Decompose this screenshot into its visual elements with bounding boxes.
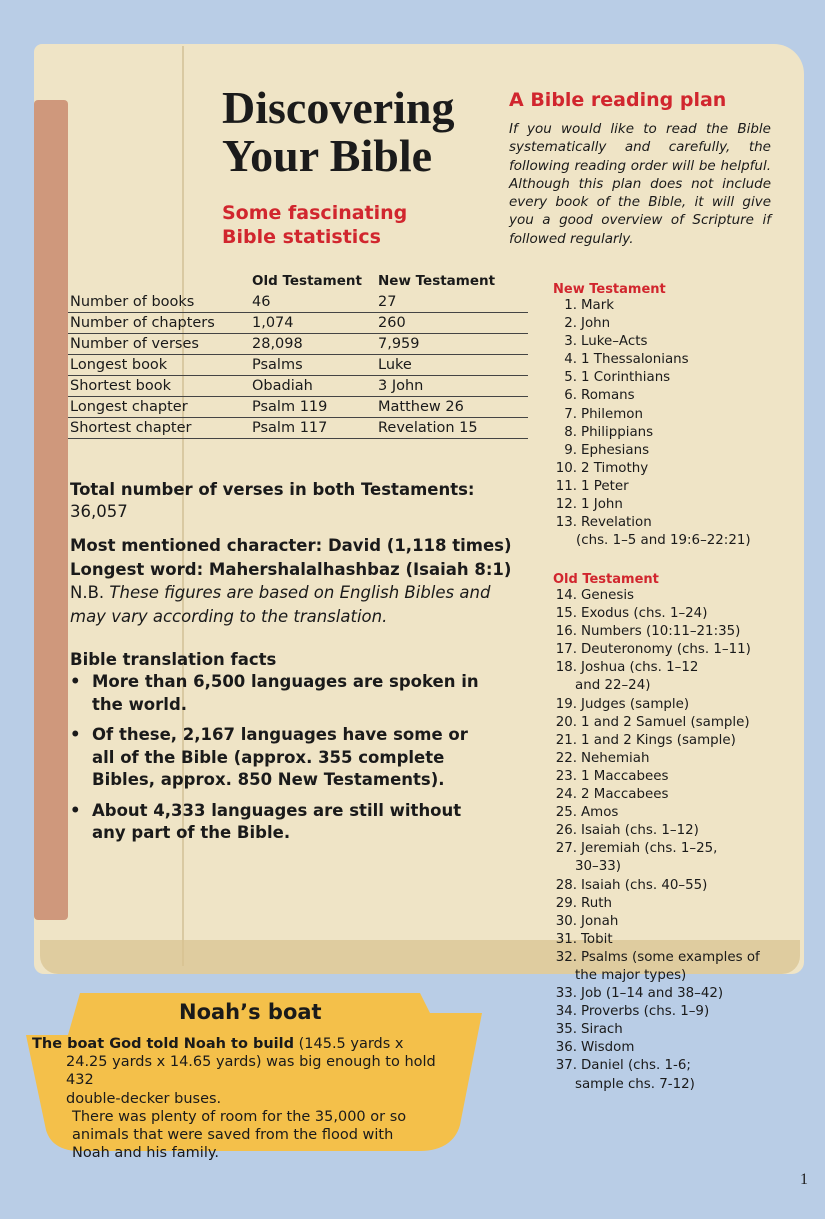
noahs-boat-heading: Noah’s boat bbox=[179, 1000, 322, 1024]
list-item-number: 25. bbox=[555, 805, 577, 821]
list-item-text: Mark bbox=[581, 298, 615, 313]
list-item-text: 1 John bbox=[581, 497, 623, 513]
translation-facts-heading: Bible translation facts bbox=[70, 650, 277, 669]
list-item bbox=[553, 1076, 803, 1094]
list-item-text: 1 Thessalonians bbox=[581, 352, 689, 368]
list-item-text: Of these, 2,167 languages have some or all of the Bible (approx. 355 complete Bibles, approx. 850 New Testaments). bbox=[92, 725, 468, 789]
list-item-number: 11. bbox=[555, 478, 577, 494]
table-row bbox=[68, 334, 528, 355]
list-item-text: Jonah bbox=[581, 913, 619, 929]
table-cell: Number of verses bbox=[68, 334, 252, 355]
page-number: 1 bbox=[800, 1171, 808, 1188]
list-item bbox=[553, 333, 803, 351]
nt-revelation-note: (chs. 1–5 and 19:6–22:21) bbox=[576, 533, 751, 549]
list-item-number: 30. bbox=[555, 913, 577, 929]
list-item bbox=[553, 587, 803, 605]
table-row bbox=[68, 355, 528, 376]
table-cell: Luke bbox=[378, 355, 528, 376]
list-item bbox=[553, 641, 803, 659]
list-item-text: More than 6,500 languages are spoken in the world. bbox=[92, 672, 479, 714]
list-item bbox=[553, 460, 803, 478]
list-item-text: John bbox=[581, 316, 611, 332]
list-item bbox=[553, 913, 803, 931]
noahs-boat-text bbox=[32, 1035, 462, 1162]
page-title-line2: Your Bible bbox=[222, 130, 433, 181]
table-cell: 3 John bbox=[378, 376, 528, 397]
list-item bbox=[70, 724, 490, 792]
list-item-text: Deuteronomy (chs. 1–11) bbox=[581, 642, 751, 658]
list-item-number: 5. bbox=[564, 370, 577, 386]
list-item-text: Proverbs (chs. 1–9) bbox=[581, 1004, 710, 1020]
list-item bbox=[553, 677, 803, 695]
table-cell: Matthew 26 bbox=[378, 397, 528, 418]
list-item-number: 19. bbox=[555, 696, 577, 712]
table-row bbox=[68, 397, 528, 418]
reading-plan-old-testament bbox=[553, 572, 803, 1094]
table-cell: 1,074 bbox=[252, 313, 378, 334]
table-cell: 46 bbox=[252, 292, 378, 313]
bullet-icon: • bbox=[70, 800, 81, 820]
list-item-number: 24. bbox=[555, 787, 577, 803]
list-item-text: Joshua (chs. 1–12 bbox=[581, 660, 699, 676]
list-item-number: 20. bbox=[555, 714, 577, 730]
list-item-text: Romans bbox=[581, 388, 635, 404]
list-item-text: 30–33) bbox=[575, 859, 621, 875]
statistics-table bbox=[68, 272, 528, 439]
list-item-number: 26. bbox=[555, 823, 577, 839]
facts-block bbox=[70, 534, 530, 628]
list-item-text: Ephesians bbox=[581, 442, 650, 458]
list-item-number: 3. bbox=[564, 334, 577, 350]
table-row bbox=[68, 292, 528, 313]
bullet-icon: • bbox=[70, 672, 81, 691]
list-item-number: 8. bbox=[564, 424, 577, 440]
boat-lead-bold: The boat God told Noah to build bbox=[32, 1036, 294, 1052]
list-item bbox=[70, 671, 490, 716]
list-item-text: and 22–24) bbox=[575, 678, 651, 694]
list-item-text: Judges (sample) bbox=[581, 696, 690, 712]
list-item-text: Luke–Acts bbox=[581, 334, 648, 350]
list-item bbox=[553, 496, 803, 514]
list-item-text: Philemon bbox=[581, 406, 643, 422]
list-item-text: Sirach bbox=[581, 1022, 623, 1038]
boat-lead-rest: (145.5 yards x bbox=[294, 1036, 404, 1052]
list-item-number: 28. bbox=[555, 877, 577, 893]
list-item bbox=[553, 623, 803, 641]
list-item bbox=[553, 822, 803, 840]
list-item bbox=[553, 1039, 803, 1057]
list-item-text: Nehemiah bbox=[581, 750, 650, 766]
list-item-number: 31. bbox=[555, 931, 577, 947]
stats-subtitle bbox=[222, 201, 422, 249]
table-cell: 7,959 bbox=[378, 334, 528, 355]
list-item-number: 23. bbox=[555, 768, 577, 784]
list-item-number: 27. bbox=[555, 841, 577, 857]
list-item bbox=[553, 1003, 803, 1021]
list-item bbox=[553, 297, 803, 315]
list-item bbox=[553, 768, 803, 786]
list-item-number: 34. bbox=[555, 1004, 577, 1020]
table-cell: Psalm 117 bbox=[252, 418, 378, 439]
list-item bbox=[553, 967, 803, 985]
table-row bbox=[68, 313, 528, 334]
list-item-text: Revelation bbox=[581, 515, 652, 531]
table-header-row bbox=[68, 272, 528, 292]
list-item-text: Tobit bbox=[581, 931, 613, 947]
most-mentioned-character: Most mentioned character: David (1,118 times) bbox=[70, 536, 512, 555]
list-item-number: 14. bbox=[555, 588, 577, 603]
list-item-number: 6. bbox=[564, 388, 577, 404]
list-item bbox=[553, 369, 803, 387]
list-item bbox=[553, 424, 803, 442]
nb-note bbox=[70, 581, 530, 628]
list-item bbox=[553, 804, 803, 822]
list-item bbox=[553, 351, 803, 369]
list-item-number: 4. bbox=[564, 352, 577, 368]
list-item-number: 7. bbox=[564, 406, 577, 422]
list-item-number: 10. bbox=[555, 460, 577, 476]
list-item-number: 16. bbox=[555, 624, 577, 640]
list-item-number: 36. bbox=[555, 1040, 577, 1056]
list-item-text: Ruth bbox=[581, 895, 612, 911]
list-item-text: the major types) bbox=[575, 967, 687, 983]
list-item bbox=[70, 800, 490, 845]
table-cell: Psalm 119 bbox=[252, 397, 378, 418]
list-item bbox=[553, 659, 803, 677]
list-item-text: Job (1–14 and 38–42) bbox=[581, 986, 724, 1002]
list-item-number: 29. bbox=[555, 895, 577, 911]
boat-line-1 bbox=[32, 1035, 462, 1053]
stats-subtitle-line2: Bible statistics bbox=[222, 226, 381, 248]
total-verses-value: 36,057 bbox=[70, 502, 128, 521]
list-item bbox=[553, 1057, 803, 1075]
list-item bbox=[553, 387, 803, 405]
table-cell: 260 bbox=[378, 313, 528, 334]
reading-plan-new-testament bbox=[553, 282, 803, 550]
page-title bbox=[222, 84, 502, 180]
list-item-text: About 4,333 languages are still without any part of the Bible. bbox=[92, 800, 462, 842]
list-item-number: 9. bbox=[564, 442, 577, 458]
nt-list bbox=[553, 297, 803, 532]
list-item-text: Jeremiah (chs. 1–25, bbox=[581, 841, 718, 857]
table-cell: Longest book bbox=[68, 355, 252, 376]
boat-line-3: double-decker buses. bbox=[66, 1090, 222, 1107]
list-item bbox=[553, 732, 803, 750]
list-item-text: 2 Timothy bbox=[581, 460, 649, 476]
list-item bbox=[553, 985, 803, 1003]
list-item bbox=[553, 858, 803, 876]
list-item-text: Wisdom bbox=[581, 1040, 635, 1056]
list-item bbox=[553, 840, 803, 858]
list-item bbox=[553, 949, 803, 967]
list-item-number: 17. bbox=[555, 642, 577, 658]
list-item bbox=[553, 750, 803, 768]
list-item-text: Amos bbox=[581, 805, 619, 821]
list-item bbox=[553, 406, 803, 424]
list-item-text: Isaiah (chs. 40–55) bbox=[581, 877, 708, 893]
table-cell: Psalms bbox=[252, 355, 378, 376]
list-item-number: 12. bbox=[555, 497, 577, 513]
list-item bbox=[553, 478, 803, 496]
list-item bbox=[553, 714, 803, 732]
total-verses-label: Total number of verses in both Testaments: bbox=[70, 480, 475, 499]
table-cell: Number of chapters bbox=[68, 313, 252, 334]
list-item bbox=[553, 315, 803, 333]
boat-line-5: animals that were saved from the flood with bbox=[72, 1127, 394, 1144]
list-item-number: 32. bbox=[555, 949, 577, 965]
reading-plan-title: A Bible reading plan bbox=[509, 89, 727, 111]
list-item bbox=[553, 931, 803, 949]
table-cell: Shortest book bbox=[68, 376, 252, 397]
list-item-text: 2 Maccabees bbox=[581, 787, 669, 803]
list-item-number: 15. bbox=[555, 606, 577, 622]
list-item-text: Daniel (chs. 1-6; bbox=[581, 1058, 691, 1074]
list-item-number: 33. bbox=[555, 986, 577, 1002]
ot-list bbox=[553, 587, 803, 1094]
boat-line-4: There was plenty of room for the 35,000 or so bbox=[72, 1108, 407, 1125]
table-cell: Revelation 15 bbox=[378, 418, 528, 439]
longest-word: Longest word: Mahershalalhashbaz (Isaiah 8:1) bbox=[70, 559, 512, 579]
list-item bbox=[553, 442, 803, 460]
list-item-text: 1 Corinthians bbox=[581, 370, 671, 386]
list-item bbox=[553, 696, 803, 714]
list-item-text: Numbers (10:11–21:35) bbox=[581, 624, 741, 640]
list-item-number: 18. bbox=[555, 660, 577, 676]
bullet-icon: • bbox=[70, 725, 81, 744]
table-cell: Longest chapter bbox=[68, 397, 252, 418]
list-item bbox=[553, 877, 803, 895]
list-item-text: 1 and 2 Samuel (sample) bbox=[581, 714, 750, 730]
list-item bbox=[553, 514, 803, 532]
list-item-text: sample chs. 7-12) bbox=[575, 1076, 695, 1092]
list-item-number: 21. bbox=[555, 732, 577, 748]
list-item-text: Exodus (chs. 1–24) bbox=[581, 606, 708, 622]
reading-plan-intro: If you would like to read the Bible systematically and carefully, the following reading order will be helpful. Although this plan does not include every book of the Bible, it will give you a good overview of Scripture if followed regularly. bbox=[509, 121, 771, 247]
list-item-number: 1. bbox=[564, 298, 577, 313]
stats-subtitle-line1: Some fascinating bbox=[222, 202, 408, 224]
table-header-old-testament: Old Testament bbox=[252, 273, 362, 289]
list-item-text: 1 Maccabees bbox=[581, 768, 669, 784]
list-item bbox=[553, 1021, 803, 1039]
list-item bbox=[553, 605, 803, 623]
list-item-text: Philippians bbox=[581, 424, 654, 440]
list-item-number: 22. bbox=[555, 750, 577, 766]
list-item bbox=[553, 786, 803, 804]
nb-label: N.B. bbox=[70, 583, 105, 602]
list-item-number: 13. bbox=[555, 515, 577, 531]
ot-heading: Old Testament bbox=[553, 572, 659, 587]
list-item-text: Psalms (some examples of bbox=[581, 949, 760, 965]
boat-line-6: Noah and his family. bbox=[72, 1145, 219, 1162]
book-edge-decoration bbox=[34, 100, 68, 920]
nb-text: These figures are based on English Bibles and may vary according to the translation. bbox=[70, 583, 491, 626]
table-cell: 27 bbox=[378, 292, 528, 313]
table-header-blank bbox=[68, 272, 252, 292]
table-cell: 28,098 bbox=[252, 334, 378, 355]
list-item-text: Isaiah (chs. 1–12) bbox=[581, 823, 699, 839]
boat-line-2: 24.25 yards x 14.65 yards) was big enough to hold 432 bbox=[66, 1054, 436, 1089]
list-item-number: 37. bbox=[555, 1058, 577, 1074]
list-item bbox=[553, 895, 803, 913]
table-cell: Shortest chapter bbox=[68, 418, 252, 439]
table-header-new-testament: New Testament bbox=[378, 273, 496, 289]
table-cell: Obadiah bbox=[252, 376, 378, 397]
table-row bbox=[68, 376, 528, 397]
list-item-text: Genesis bbox=[581, 588, 635, 603]
list-item-number: 2. bbox=[564, 316, 577, 332]
table-cell: Number of books bbox=[68, 292, 252, 313]
list-item-text: 1 Peter bbox=[581, 478, 629, 494]
page-title-line1: Discovering bbox=[222, 82, 455, 133]
nt-heading: New Testament bbox=[553, 282, 666, 297]
list-item-number: 35. bbox=[555, 1022, 577, 1038]
table-row bbox=[68, 418, 528, 439]
list-item-text: 1 and 2 Kings (sample) bbox=[581, 732, 736, 748]
translation-facts-list bbox=[70, 671, 490, 853]
